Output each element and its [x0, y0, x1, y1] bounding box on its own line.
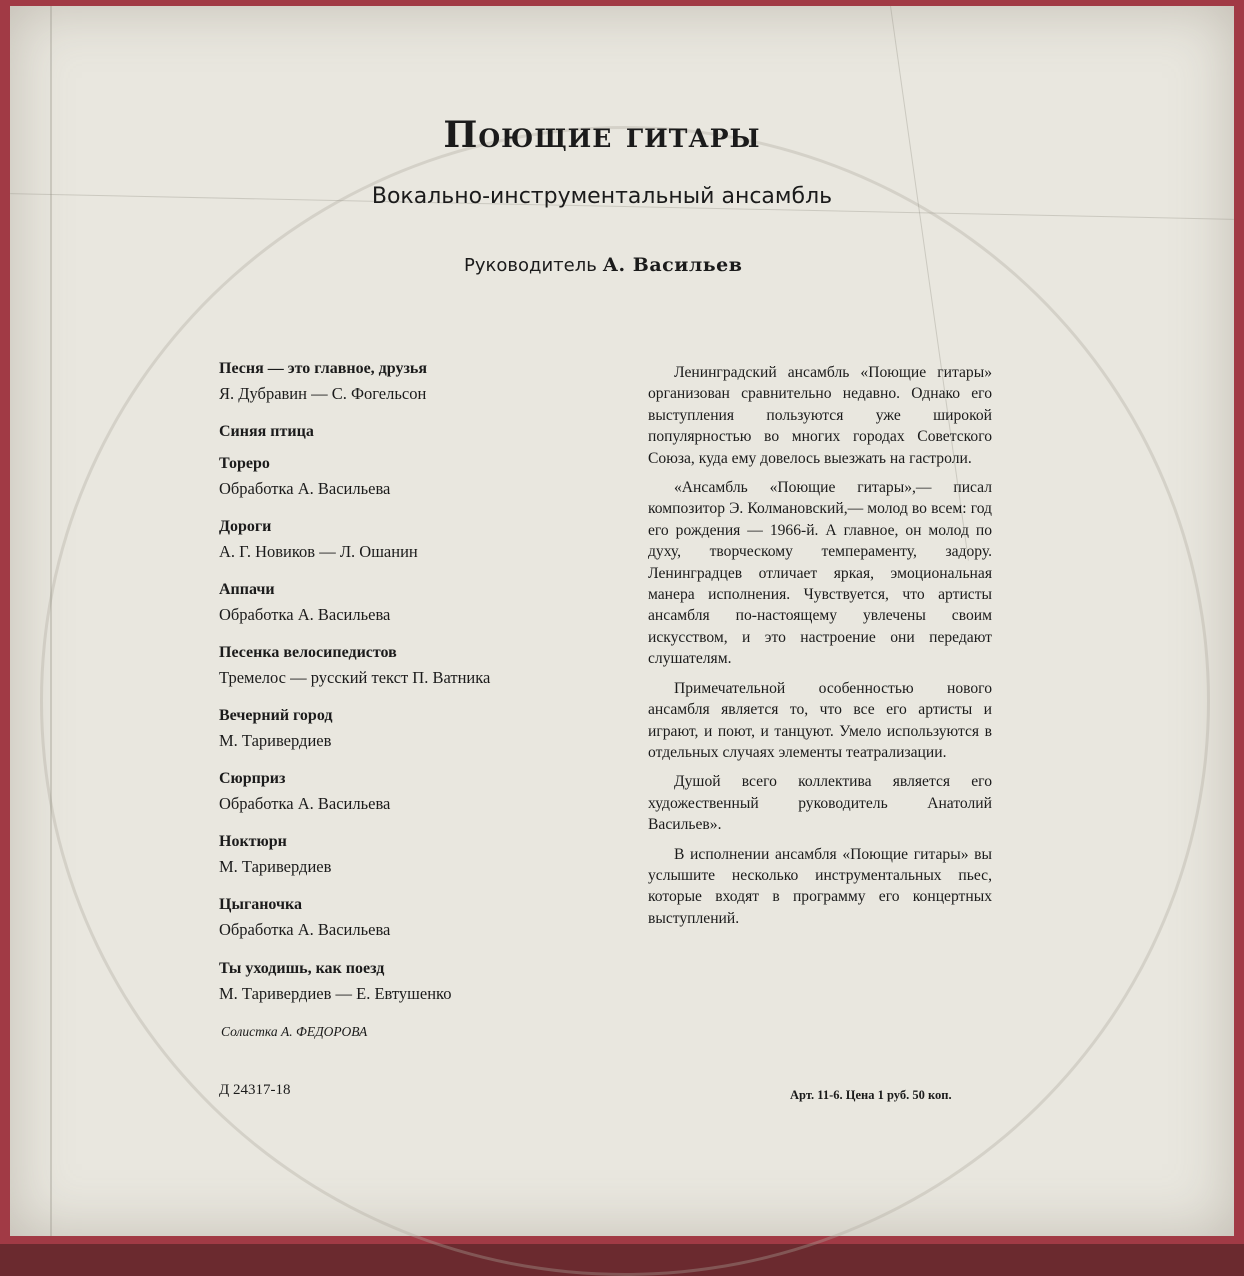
track-credit: М. Таривердиев	[219, 731, 332, 750]
track-credit: А. Г. Новиков — Л. Ошанин	[219, 542, 418, 561]
track-title: Цыганочка	[219, 896, 303, 913]
track-title: Тореро	[219, 455, 270, 472]
director-line	[464, 254, 742, 276]
track-credit: Обработка А. Васильева	[219, 605, 391, 624]
director-label: Руководитель	[464, 255, 597, 276]
track-credit: Обработка А. Васильева	[219, 479, 391, 498]
track-credit: М. Таривердиев — Е. Евтушенко	[219, 984, 452, 1003]
track-title: Аппачи	[219, 581, 275, 598]
liner-notes-paragraph: Примечательной особенностью нового ансамбля является то, что все его артисты и играют, и поют, и танцуют. Умело используются в отдельных случаях элементы театрализации.	[648, 679, 992, 761]
track-credit: М. Таривердиев	[219, 857, 332, 876]
track-title: Дороги	[219, 518, 272, 535]
track-credit: Обработка А. Васильева	[219, 920, 391, 939]
track-title: Песенка велосипедистов	[219, 644, 397, 661]
track-title: Вечерний город	[219, 707, 333, 724]
track-title: Ноктюрн	[219, 833, 287, 850]
track-credit: Обработка А. Васильева	[219, 794, 391, 813]
liner-notes-paragraph: В исполнении ансамбля «Поющие гитары» вы услышите несколько инструментальных пьес, которые входят в программу его концертных выступлений.	[648, 845, 992, 927]
track-title: Синяя птица	[219, 423, 314, 440]
director-name: А. Васильев	[602, 254, 743, 276]
track-title: Песня — это главное, друзья	[219, 360, 427, 377]
liner-notes-paragraph: «Ансамбль «Поющие гитары»,— писал композитор Э. Колмановский,— молод во всем: год его рождения — 1966-й. А главное, он молод по духу, творческому темпераменту, задору. Ленинградцев отличает яркая, эмоциональная манера исполнения. Чувствуется, что артисты ансамбля по-настоящему увлечены своим искусством, и это настроение они передают слушателям.	[648, 479, 992, 668]
catalog-number: Д 24317-18	[219, 1082, 291, 1098]
track-credit: Тремелос — русский текст П. Ватника	[219, 668, 491, 687]
price-label: Арт. 11-6. Цена 1 руб. 50 коп.	[790, 1088, 952, 1102]
disc-ring-wear	[40, 126, 1210, 1276]
album-title: Поющие гитары	[443, 114, 761, 156]
liner-notes	[648, 362, 992, 937]
album-subtitle: Вокально-инструментальный ансамбль	[371, 184, 833, 209]
track-credit: Я. Дубравин — С. Фогельсон	[219, 384, 427, 403]
soloist-credit: Солистка А. ФЕДОРОВА	[221, 1024, 368, 1039]
liner-notes-paragraph: Ленинградский ансамбль «Поющие гитары» организован сравнительно недавно. Однако его выступления пользуются уже широкой популярностью во многих городах Советского Союза, куда ему довелось выезжать на гастроли.	[648, 364, 992, 467]
track-title: Ты уходишь, как поезд	[219, 960, 385, 977]
liner-notes-paragraph: Душой всего коллектива является его художественный руководитель Анатолий Васильев».	[648, 773, 992, 834]
track-title: Сюрприз	[219, 770, 286, 787]
